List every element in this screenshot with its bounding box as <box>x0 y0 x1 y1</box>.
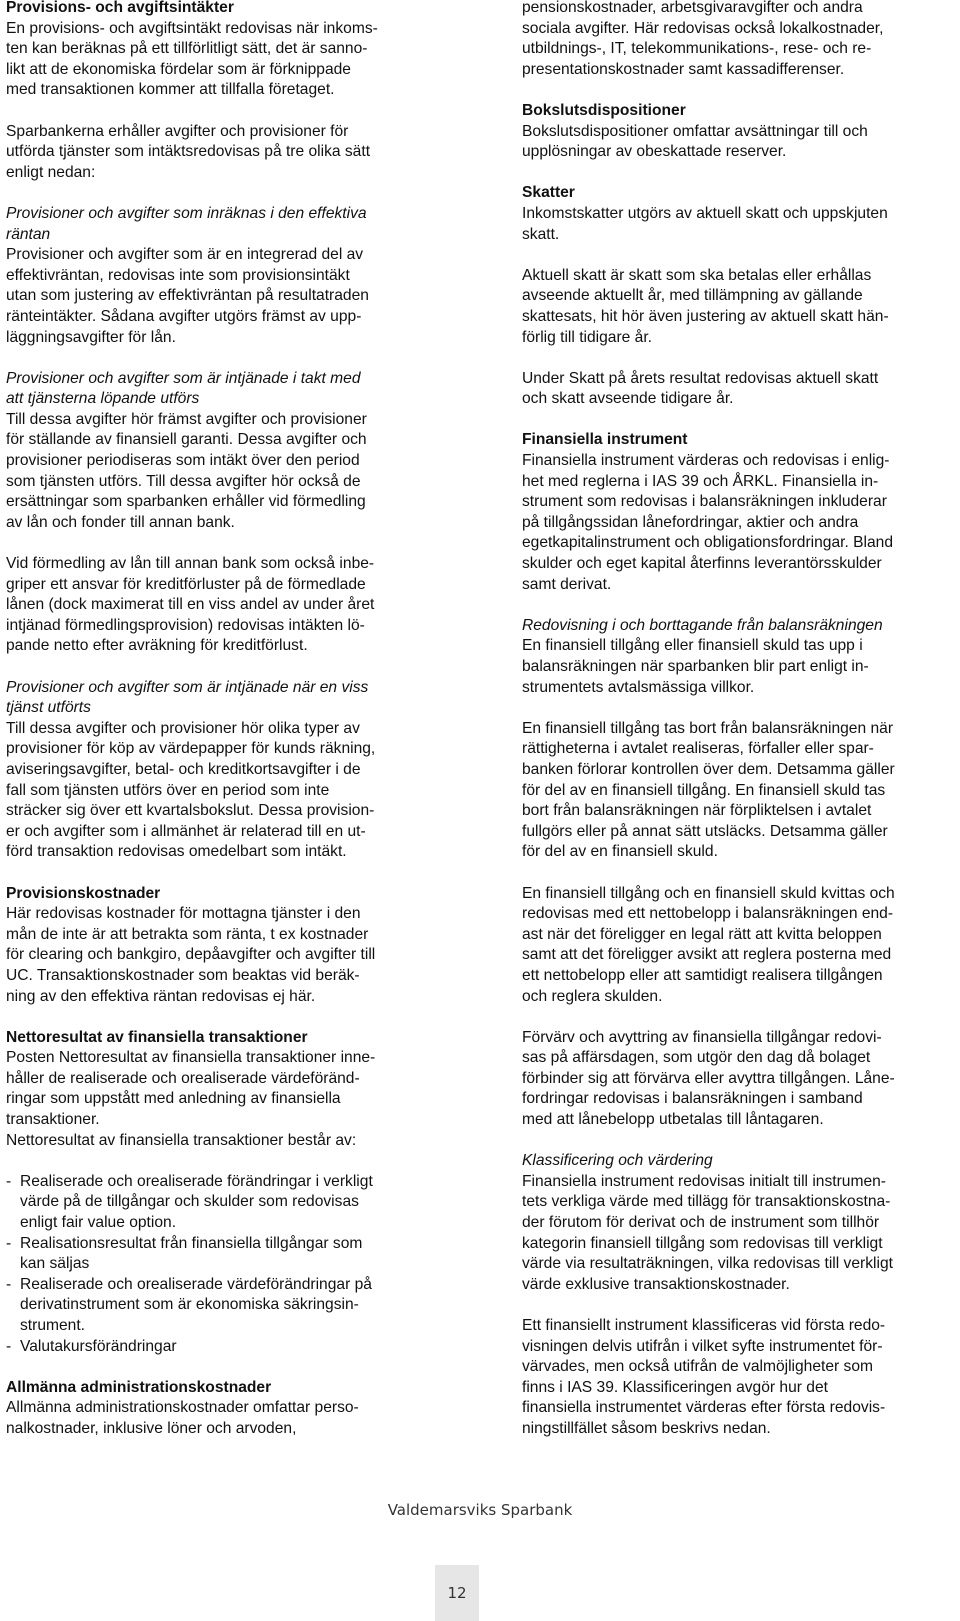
paragraph-line: ning av den effektiva räntan redovisas ej här. <box>6 987 316 1005</box>
paragraph-line: Allmänna administrationskostnader omfattar perso- <box>6 1399 359 1417</box>
paragraph-line: upplösningar av obeskattade reserver. <box>522 143 787 161</box>
paragraph-line: ningstillfället såsom beskrivs nedan. <box>522 1419 771 1437</box>
paragraph-line: ringar som uppstått med anledning av finansiella <box>6 1090 341 1108</box>
paragraph-line: Ett finansiellt instrument klassificeras vid första redo- <box>522 1317 886 1334</box>
section-allm-adm <box>6 1378 430 1440</box>
section-heading: Finansiella instrument <box>522 431 688 449</box>
section-paragraph <box>522 636 960 698</box>
paragraph-line: Finansiella instrument värderas och redovisas i enlig- <box>522 452 890 470</box>
paragraph-line: mån de inte är att betrakta som ränta, t ex kostnader <box>6 925 369 943</box>
list-item-first-line: Realiserade och orealiserade förändringar i verkligt <box>20 1172 373 1190</box>
list-item-first-line: Realisationsresultat från finansiella tillgångar som <box>20 1234 363 1252</box>
paragraph-line: balansräkningen när sparbanken blir part enligt in- <box>522 658 869 675</box>
paragraph-line: UC. Transaktionskostnader som beaktas vid beräk- <box>6 966 360 984</box>
paragraph-line: samt derivat. <box>522 575 612 593</box>
section-forvarv <box>522 1028 960 1131</box>
paragraph-line: provisioner periodiseras som intäkt över den period <box>6 452 360 470</box>
section-kvittas <box>522 884 960 1008</box>
list-item <box>6 1337 430 1358</box>
paragraph-line: samt att det föreligger avsikt att reglera posterna med <box>522 946 892 964</box>
section-subheading-line: Redovisning i och borttagande från balansräkningen <box>522 616 883 634</box>
paragraph-line: Aktuell skatt är skatt som ska betalas eller erhållas <box>522 266 872 284</box>
section-prov-kostnader <box>6 884 430 1008</box>
paragraph-line: provisioner för köp av värdepapper för kunds räkning, <box>6 740 376 758</box>
section-heading: Nettoresultat av finansiella transaktioner <box>6 1028 308 1046</box>
section-bort-tas <box>522 719 960 863</box>
list-dash: - <box>6 1234 12 1252</box>
paragraph-line: Finansiella instrument redovisas initialt till instrumen- <box>522 1172 886 1190</box>
section-heading: Provisions- och avgiftsintäkter <box>6 0 234 16</box>
paragraph-line: skatt. <box>522 225 560 243</box>
paragraph-line: En provisions- och avgiftsintäkt redovisas när inkoms- <box>6 19 378 37</box>
section-heading: Provisionskostnader <box>6 884 161 902</box>
paragraph-line: banken förlorar kontrollen över dem. Detsamma gäller <box>522 760 895 778</box>
paragraph-line: Här redovisas kostnader för mottagna tjänster i den <box>6 905 361 923</box>
list-dash: - <box>6 1337 12 1355</box>
paragraph-line: pensionskostnader, arbetsgivaravgifter och andra <box>522 0 863 16</box>
paragraph-line: En finansiell tillgång tas bort från balansräkningen när <box>522 719 894 737</box>
paragraph-line: lånen (dock maximerat till en viss andel av under året <box>6 596 375 614</box>
paragraph-line: presentationskostnader samt kassadifferenser. <box>522 60 845 78</box>
paragraph-line: ersättningar som sparbanken erhåller vid förmedling <box>6 493 366 511</box>
paragraph-line: förbinder sig att förvärva eller avyttra tillgången. Låne- <box>522 1069 895 1087</box>
section-paragraph <box>6 904 430 1007</box>
paragraph-line: och reglera skulden. <box>522 987 663 1005</box>
list-item-line: strument. <box>20 1317 85 1334</box>
paragraph-line: ten kan beräknas på ett tillförlitligt sätt, det är sanno- <box>6 40 368 58</box>
paragraph-line: redovisas med ett nettobelopp i balansräkningen end- <box>522 905 894 923</box>
section-paragraph <box>522 1028 960 1131</box>
section-paragraph <box>6 410 430 534</box>
page-number-label: 12 <box>447 1583 467 1602</box>
paragraph-line: fullgörs eller på annat sätt utsläcks. Detsamma gäller <box>522 822 888 840</box>
paragraph-line: Bokslutsdispositioner omfattar avsättningar till och <box>522 122 868 140</box>
footer-bank-name: Valdemarsviks Sparbank <box>387 1501 573 1519</box>
paragraph-line: värde via resultaträkningen, vilka redovisas till verkligt <box>522 1255 893 1273</box>
section-klassificering <box>522 1151 960 1295</box>
paragraph-line: tets verkliga värde med tillägg för transaktionskostna- <box>522 1193 891 1211</box>
paragraph-line: skattesats, hit hör även justering av aktuell skatt hän- <box>522 307 889 325</box>
paragraph-line: värvades, men också utifrån de valmöjligheter som <box>522 1358 874 1376</box>
paragraph-line: på tillgångssidan lånefordringar, aktier och andra <box>522 513 859 531</box>
paragraph-line: strumentets avtalsmässiga villkor. <box>522 678 755 696</box>
paragraph-line: Till dessa avgifter och provisioner hör olika typer av <box>6 719 360 737</box>
paragraph-line: förd transaktion redovisas omedelbart som intäkt. <box>6 843 347 861</box>
paragraph-line: pande netto efter avräkning för kreditförlust. <box>6 637 308 655</box>
section-paragraph <box>522 369 960 410</box>
paragraph-line: utförda tjänster som intäktsredovisas på tre olika sätt <box>6 143 371 161</box>
list-item <box>6 1172 430 1234</box>
section-paragraph <box>522 1316 960 1440</box>
paragraph-line: sträcker sig över ett kvartalsbokslut. Dessa provision- <box>6 802 375 820</box>
section-prov-intakter <box>6 0 430 101</box>
paragraph-line: enligt nedan: <box>6 163 96 181</box>
section-netto-fin <box>6 1028 430 1152</box>
paragraph-line: likt att de ekonomiska fördelar som är förknippade <box>6 60 351 78</box>
section-aktuell-skatt <box>522 266 960 348</box>
paragraph-line: skulder och eget kapital återfinns leverantörsskulder <box>522 555 882 573</box>
section-subheading-line: Klassificering och värdering <box>522 1152 713 1170</box>
paragraph-line: der förutom för derivat och de instrument som tillhör <box>522 1214 880 1232</box>
list-item <box>6 1234 430 1275</box>
section-paragraph <box>522 451 960 595</box>
paragraph-line: ränteintäkter. Sådana avgifter utgörs främst av upp- <box>6 307 362 325</box>
paragraph-line: intjänad förmedlingsprovision) redovisas intäkten lö- <box>6 616 365 634</box>
list-dash: - <box>6 1275 12 1293</box>
paragraph-line: En finansiell tillgång och en finansiell skuld kvittas och <box>522 884 895 902</box>
list-item-first-line: Realiserade och orealiserade värdeförändringar på <box>20 1275 372 1293</box>
paragraph-line: het med reglerna i IAS 39 och ÅRKL. Finansiella in- <box>522 472 879 490</box>
paragraph-line: av lån och fonder till annan bank. <box>6 513 235 531</box>
section-subheading-line: Provisioner och avgifter som är intjänade i takt med <box>6 369 361 387</box>
section-paragraph <box>6 19 430 101</box>
section-subheading-line: räntan <box>6 225 51 243</box>
paragraph-line: aviseringsavgifter, betal- och kreditkortsavgifter i de <box>6 760 361 778</box>
paragraph-line: effektivräntan, redovisas inte som provisionsintäkt <box>6 266 350 284</box>
list-item-line: kan säljas <box>20 1255 90 1273</box>
paragraph-line: som tjänsten utförs. Till dessa avgifter hör också de <box>6 472 361 490</box>
section-heading: Bokslutsdispositioner <box>522 101 686 119</box>
paragraph-line: kategorin finansiell tillgång som redovisas till verkligt <box>522 1234 883 1252</box>
section-paragraph <box>6 245 430 348</box>
paragraph-line: Förvärv och avyttring av finansiella tillgångar redovi- <box>522 1028 882 1046</box>
paragraph-line: för del av en finansiell tillgång. En finansiell skuld tas <box>522 781 886 799</box>
paragraph-line: Posten Nettoresultat av finansiella transaktioner inne- <box>6 1049 376 1067</box>
section-sparbanker <box>6 122 430 184</box>
section-allm-adm-cont <box>522 0 960 80</box>
paragraph-line: finns i IAS 39. Klassificeringen avgör hur det <box>522 1378 828 1396</box>
section-paragraph <box>6 554 430 657</box>
paragraph-line: Provisioner och avgifter som är en integrerad del av <box>6 246 364 264</box>
section-under-skatt <box>522 369 960 410</box>
paragraph-line: Under Skatt på årets resultat redovisas aktuell skatt <box>522 369 879 387</box>
paragraph-line: strument som redovisas i balansräkningen inkluderar <box>522 493 887 511</box>
section-paragraph <box>6 1398 430 1439</box>
left-column <box>6 0 430 1460</box>
paragraph-line: finansiella instrumentet värderas efter första redovis- <box>522 1399 886 1417</box>
right-column <box>522 0 960 1460</box>
section-fin-instr <box>522 430 960 595</box>
section-skatter <box>522 183 960 245</box>
list-item <box>6 1275 430 1337</box>
paragraph-line: Inkomstskatter utgörs av aktuell skatt och uppskjuten <box>522 204 888 222</box>
paragraph-line: med att lånebelopp utbetalas till låntagaren. <box>522 1111 824 1129</box>
page-number <box>435 1565 479 1621</box>
paragraph-line: bort från balansräkningen när förpliktelsen i avtalet <box>522 802 872 820</box>
paragraph-line: fordringar redovisas i balansräkningen i samband <box>522 1090 863 1108</box>
section-paragraph <box>6 719 430 863</box>
section-subheading-line: tjänst utförts <box>6 699 91 717</box>
paragraph-line: ast när det föreligger en legal rätt att kvitta beloppen <box>522 925 882 943</box>
section-eff-ranta <box>6 204 430 348</box>
list-item-line: derivatinstrument som är ekonomiska säkringsin- <box>20 1296 359 1314</box>
section-paragraph <box>6 1048 430 1151</box>
section-paragraph <box>522 0 960 80</box>
paragraph-line: transaktioner. <box>6 1111 100 1129</box>
section-bokslut <box>522 101 960 163</box>
paragraph-line: sas på affärsdagen, som utgör den dag då bolaget <box>522 1049 871 1067</box>
paragraph-line: Vid förmedling av lån till annan bank som också inbe- <box>6 555 375 573</box>
paragraph-line: för ställande av finansiell garanti. Dessa avgifter och <box>6 431 367 449</box>
list-dash: - <box>6 1172 12 1190</box>
section-paragraph <box>522 122 960 163</box>
paragraph-line: håller de realiserade och orealiserade värdeföränd- <box>6 1069 360 1087</box>
section-heading: Skatter <box>522 184 575 202</box>
paragraph-line: med transaktionen kommer att tillfalla företaget. <box>6 81 335 99</box>
paragraph-line: En finansiell tillgång eller finansiell skuld tas upp i <box>522 637 863 655</box>
section-paragraph <box>522 204 960 245</box>
paragraph-line: egetkapitalinstrument och obligationsfordringar. Bland <box>522 534 894 552</box>
paragraph-line: förlig till tidigare år. <box>522 328 653 346</box>
paragraph-line: ett nettobelopp eller att samtidigt realisera tillgången <box>522 966 883 984</box>
paragraph-line: utan som justering av effektivräntan på resultatraden <box>6 287 369 305</box>
dash-list <box>6 1172 430 1357</box>
paragraph-line: avseende aktuellt år, med tillämpning av gällande <box>522 287 863 305</box>
section-subheading-line: Provisioner och avgifter som inräknas i den effektiva <box>6 204 367 222</box>
section-paragraph <box>522 719 960 863</box>
section-subheading-line: Provisioner och avgifter som är intjänade när en viss <box>6 678 369 696</box>
list-item-first-line: Valutakursförändringar <box>20 1337 177 1355</box>
paragraph-line: nalkostnader, inklusive löner och arvoden, <box>6 1419 297 1437</box>
paragraph-line: griper ett ansvar för kreditförluster på de förmedlade <box>6 575 366 593</box>
section-formedling <box>6 554 430 657</box>
section-paragraph <box>6 122 430 184</box>
paragraph-line: för clearing och bankgiro, depåavgifter och avgifter till <box>6 946 376 964</box>
section-paragraph <box>522 1172 960 1296</box>
paragraph-line: Nettoresultat av finansiella transaktioner består av: <box>6 1131 357 1149</box>
paragraph-line: fall som tjänsten utförs över en period som inte <box>6 781 330 799</box>
paragraph-line: er och avgifter som i allmänhet är relaterad till en ut- <box>6 822 366 840</box>
paragraph-line: sociala avgifter. Här redovisas också lokalkostnader, <box>522 19 884 37</box>
paragraph-line: visningen delvis utifrån i vilket syfte instrumentet för- <box>522 1337 883 1355</box>
paragraph-line: för del av en finansiell skuld. <box>522 843 718 861</box>
paragraph-line: Till dessa avgifter hör främst avgifter och provisioner <box>6 410 367 428</box>
list-item-line: värde på de tillgångar och skulder som redovisas <box>20 1193 359 1211</box>
paragraph-line: värde exklusive transaktionskostnader. <box>522 1275 790 1293</box>
section-i-takt <box>6 369 430 534</box>
paragraph-line: Sparbankerna erhåller avgifter och provisioner för <box>6 122 349 140</box>
section-heading: Allmänna administrationskostnader <box>6 1378 272 1396</box>
paragraph-line: utbildnings-, IT, telekommunikations-, rese- och re- <box>522 40 872 58</box>
section-ett-fin <box>522 1316 960 1440</box>
section-paragraph <box>522 266 960 348</box>
section-paragraph <box>522 884 960 1008</box>
section-subheading-line: att tjänsterna löpande utförs <box>6 390 200 408</box>
paragraph-line: rättigheterna i avtalet realiseras, förfaller eller spar- <box>522 740 874 758</box>
section-redovisning <box>522 616 960 698</box>
section-viss-tjanst <box>6 678 430 863</box>
paragraph-line: och skatt avseende tidigare år. <box>522 390 734 408</box>
list-item-line: enligt fair value option. <box>20 1214 177 1232</box>
paragraph-line: läggningsavgifter för lån. <box>6 328 176 346</box>
